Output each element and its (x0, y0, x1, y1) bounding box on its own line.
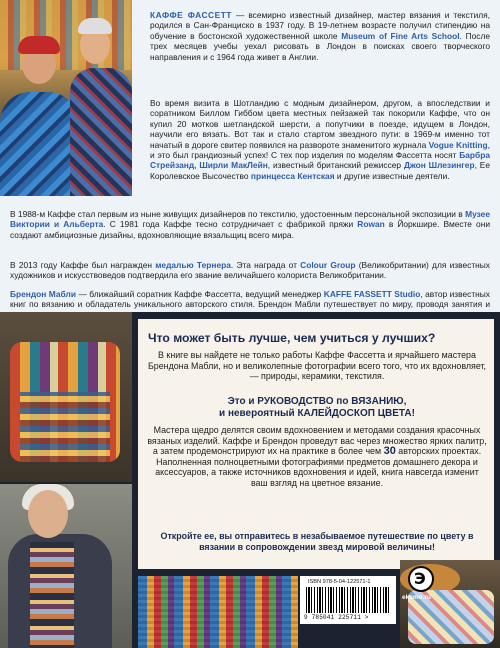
striped-scarf (30, 542, 74, 648)
promo-paragraph-details (146, 425, 488, 489)
director-name: Джон Шлезингер (403, 160, 475, 171)
publisher-site: eksmo.ru (402, 594, 431, 601)
eksmo-logo-letter: Э (414, 569, 426, 588)
left-photo-column (0, 312, 132, 648)
bio-text: . С 1981 года Каффе тесно сотрудничает с фабрикой пряжи (103, 219, 358, 230)
knitted-chair-photo (0, 312, 132, 482)
celebrity-names: Барбра Стрейзанд, Ширли МакЛейн (150, 150, 490, 171)
photo-person2-body (70, 68, 132, 196)
bio-text: . Эта награда от (230, 260, 301, 270)
bio-text: , Ее Королевское Высочество (150, 160, 490, 181)
bio-paragraph-kaffe (150, 10, 490, 62)
museum-name: Музее Виктории и Альберта (10, 209, 490, 230)
promo-closing: Откройте ее, вы отправитесь в незабываемое путешествие по цвету в вязании в сопровождении звезд мировой величины! (160, 531, 474, 552)
bio-text: в Йоркшире. Вместе они создают амбициозные дизайны, вдохновляющие вязальщиц всего мира. (10, 219, 491, 240)
yarn-company-name: Rowan (357, 219, 385, 230)
photo-person1-body (0, 92, 78, 196)
photo-person1-hat (18, 36, 60, 54)
model-face (28, 490, 68, 538)
bio-text: , и это был грандиозный успех! С тех пор изделия по моделям Фассетта носят (150, 139, 490, 161)
isbn-text: ISBN 978-5-04-122571-1 (308, 579, 371, 585)
promo-text: Мастера щедро делятся своим вдохновением и методами создания красочных вязаных изделий. Каффе и Брендон проведут вас через множество ярких палитр, а затем продемонстрируют их на практике в более чем (147, 425, 487, 457)
bio-text: , известный британский режиссер (267, 160, 404, 171)
bio-text: — всемирно известный дизайнер, мастер вязания и текстиля, родился в Сан-Франциско в 1937 году. В 19-летнем возрасте получил стипендию на обучение в бостонской художественной школе (150, 10, 491, 41)
knitted-blanket (20, 392, 110, 462)
bio-text: , автор известных книг по вязанию и обладатель уникального авторского стиля. Брендон Мабли путешествует по миру, проводя занятия и (10, 289, 490, 310)
bio-paragraph-museum (10, 209, 490, 240)
promo-slogan (146, 396, 488, 420)
projects-count: 30 (383, 445, 396, 458)
authors-photo (0, 0, 132, 196)
promo-paragraph-intro: В книге вы найдете не только работы Каффе Фассетта и ярчайшего мастера Брендона Мабли, но и великолепные фотографии всего того, что их вдохновляет, — природы, керамики, текстиля. (147, 350, 487, 382)
author-name-kaffe: КАФФЕ ФАССЕТТ (150, 10, 232, 20)
princess-name: принцесса Кентская (250, 170, 335, 181)
photo-person2-hair (78, 18, 112, 34)
bio-paragraph-award (10, 260, 490, 281)
author-name-brandon: Брендон Мабли (10, 289, 76, 299)
bio-text: (Великобритании) для известных художников и искусствоведов подтвердила его звание величайшего колориста Великобритании. (10, 260, 490, 281)
slogan-line-1: Это и РУКОВОДСТВО по ВЯЗАНИЮ, (227, 396, 407, 407)
school-name: Museum of Fine Arts School (341, 30, 460, 41)
bio-text: В 1988-м Каффе стал первым из ныне живущих дизайнеров по текстилю, удостоенным персональной экспозиции в (10, 209, 466, 219)
promo-text: авторских проектах. Наполненная полноцветными фотографиями предметов домашнего декора и аксессуаров, а также источников вдохновения и идей, книга навсегда изменит ваш взгляд на цветное вязание. (155, 446, 482, 488)
slogan-line-2: и невероятный КАЛЕЙДОСКОП ЦВЕТА! (219, 408, 415, 419)
photo-background-wall (0, 0, 132, 70)
organization-name: Colour Group (300, 260, 356, 270)
barcode-digits: 9 785041 225711 > (304, 614, 369, 621)
bio-text: В 2013 году Каффе был награжден (10, 260, 156, 270)
studio-name: KAFFE FASSETT Studio (323, 289, 421, 299)
bio-text: — ближайший соратник Каффе Фассетта, ведущий менеджер (75, 289, 324, 299)
bio-text: и другие известные деятели. (334, 170, 450, 181)
bio-text: Во время визита в Шотландию с модным дизайнером, другом, а впоследствии и соратником Биллом Гиббом цвета местных пейзажей так покорили Каффе, что он купил 20 мотков шетландской шерсти, а попутчики в поезде, идущем в Лондон, научили его вязать. Вот так и стало стартом звездного пути: в 1969-м именно тот начатый в дороге свитер появился на развороте знаменитого журнала (150, 98, 490, 150)
barcode-bars (306, 587, 390, 613)
magazine-name: Vogue Knitting (428, 139, 488, 150)
publisher-logo (400, 560, 440, 604)
knitted-fabric-photo (138, 576, 298, 648)
model-scarf-photo (0, 484, 132, 648)
bio-paragraph-scotland (150, 98, 490, 181)
award-name: медалью Тернера (155, 260, 231, 270)
promo-question-heading: Что может быть лучше, чем учиться у лучших? (148, 331, 436, 345)
bio-text: . После трех месяцев учебы уехал рисовать в Лондон в поисках своего творческого направления и с 1964 года живет в Англии. (150, 30, 490, 62)
